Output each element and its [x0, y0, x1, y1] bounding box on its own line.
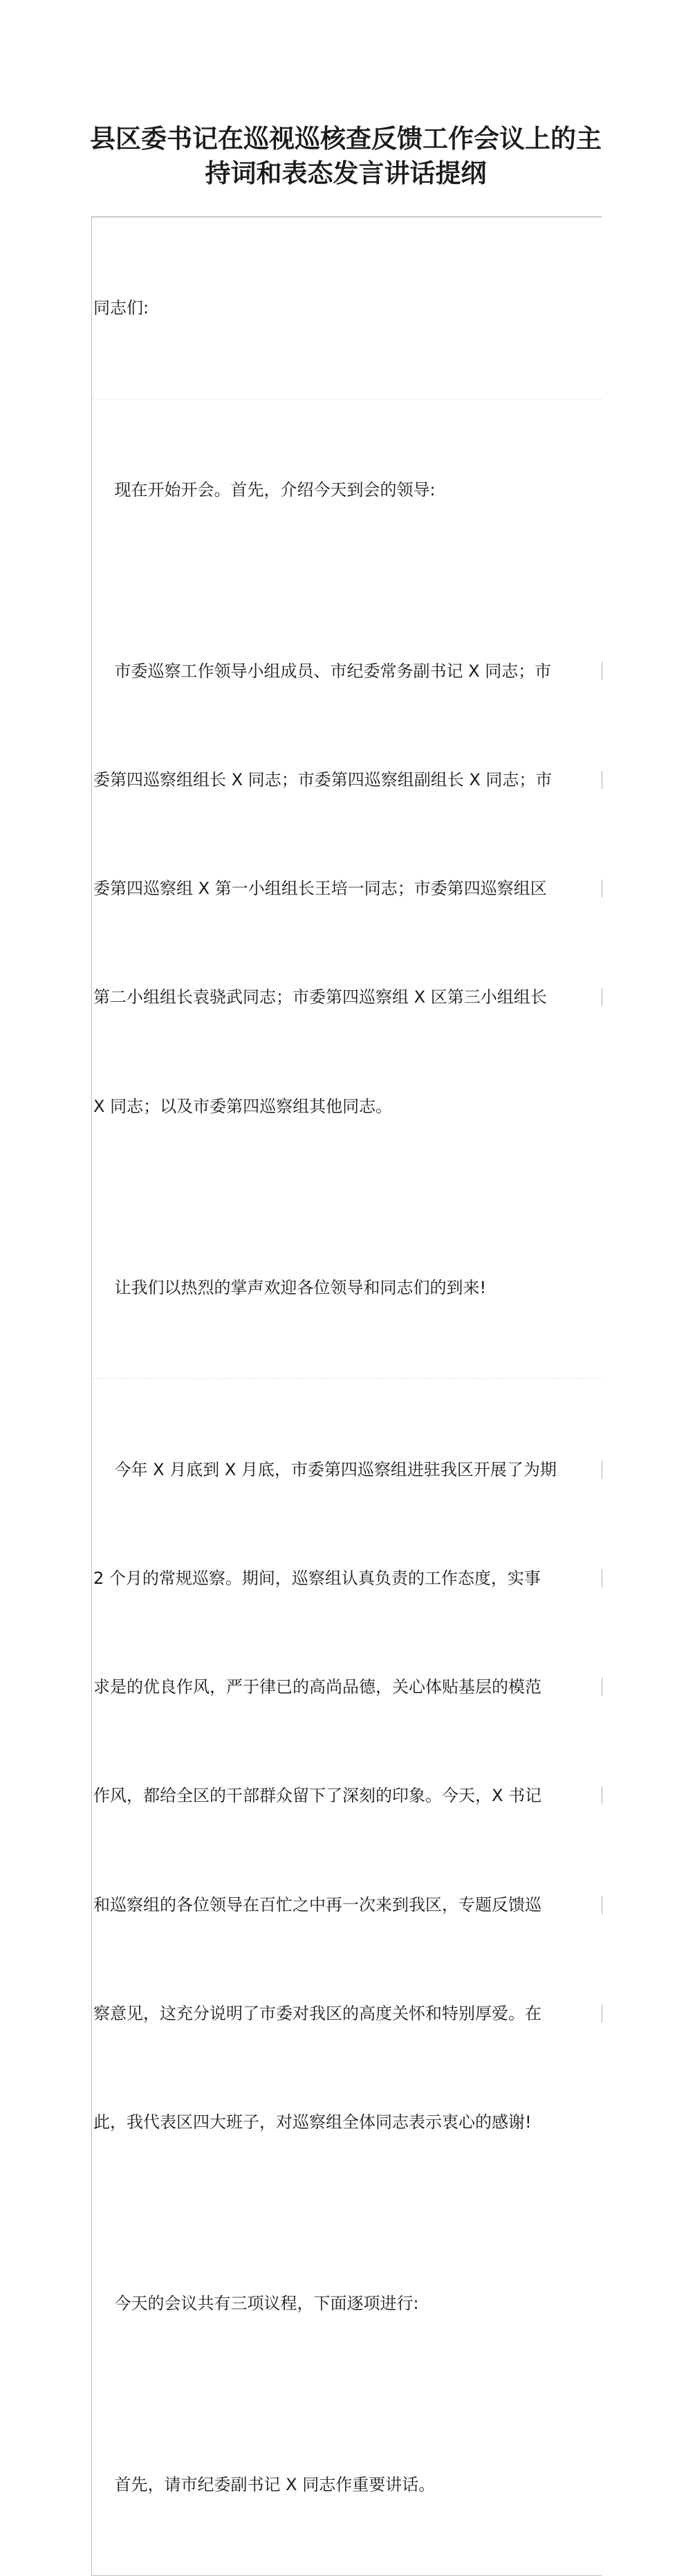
text-line: 今年 X 月底到 X 月底，市委第四巡察组进驻我区开展了为期: [93, 1452, 602, 1488]
text-line: 2 个月的常规巡察。期间，巡察组认真负责的工作态度，实事: [93, 1560, 602, 1596]
paragraph-inspection: [92, 1379, 602, 2213]
paragraph-welcome: [92, 1197, 602, 1379]
paragraph-leaders: [92, 581, 602, 1197]
document-body: [91, 217, 602, 2576]
text-line: 今天的会议共有三项议程，下面逐项进行:: [93, 2293, 419, 2313]
text-line: 作风，都给全区的干部群众留下了深刻的印象。今天，X 书记: [93, 1778, 602, 1814]
paragraph-agenda: [92, 2213, 602, 2394]
text-line: 和巡察组的各位领导在百忙之中再一次来到我区，专题反馈巡: [93, 1887, 602, 1923]
text-line: X 同志；以及市委第四巡察组其他同志。: [93, 1096, 393, 1116]
text-line: 委第四巡察组 X 第一小组组长王培一同志；市委第四巡察组区: [93, 870, 602, 906]
text-line: 同志们:: [93, 298, 149, 318]
text-line: 首先，请市纪委副书记 X 同志作重要讲话。: [93, 2474, 436, 2494]
paragraph-salutation: [92, 217, 602, 399]
text-line: 此，我代表区四大班子，对巡察组全体同志表示衷心的感谢!: [93, 2112, 532, 2132]
document-title: [83, 122, 609, 191]
paragraph-opening: [92, 399, 602, 581]
text-line: 委第四巡察组组长 X 同志；市委第四巡察组副组长 X 同志；市: [93, 762, 602, 798]
text-line: 市委巡察工作领导小组成员、市纪委常务副书记 X 同志；市: [93, 653, 602, 689]
title-line-2: 持词和表态发言讲话提纲: [205, 158, 487, 188]
title-line-1: 县区委书记在巡视巡核查反馈工作会议上的主: [90, 124, 602, 154]
text-line: 求是的优良作风，严于律已的高尚品德，关心体贴基层的模范: [93, 1669, 602, 1705]
text-line: 让我们以热烈的掌声欢迎各位领导和同志们的到来!: [93, 1277, 487, 1297]
text-line: 现在开始开会。首先，介绍今天到会的领导:: [93, 479, 436, 500]
text-line: 察意见，这充分说明了市委对我区的高度关怀和特别厚爱。在: [93, 1995, 602, 2031]
paragraph-first-item: [92, 2394, 602, 2575]
text-line: 第二小组组长袁骁武同志；市委第四巡察组 X 区第三小组组长: [93, 979, 602, 1015]
